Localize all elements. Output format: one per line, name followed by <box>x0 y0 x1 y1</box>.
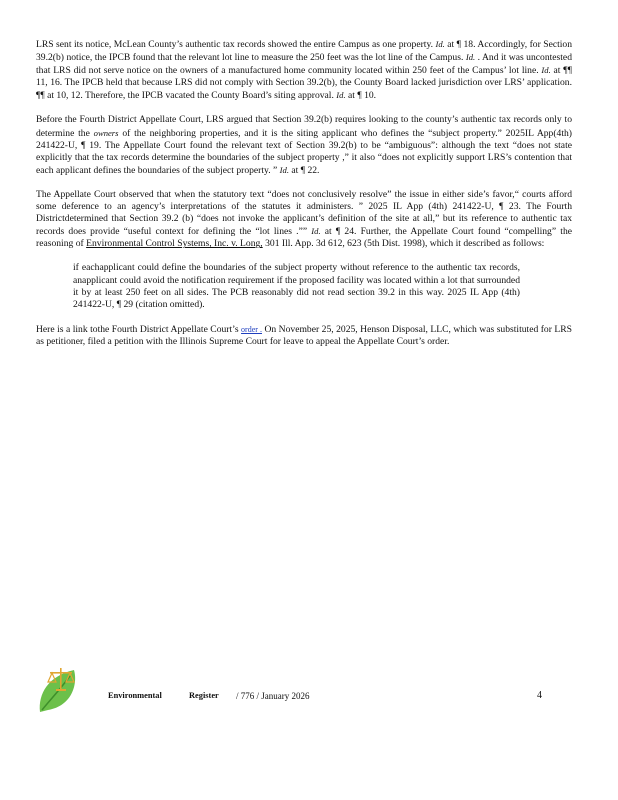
case-citation: Environmental Control Systems, Inc. v. Long, <box>86 238 263 250</box>
paragraph-4-text-a: Here is a link tothe Fourth District Appellate Court’s <box>36 323 239 335</box>
paragraph-2-text-b: of the neighboring properties, and it is the siting applicant who defines the “subject property.” 2025IL App(4th) 241422-U, ¶ 19. The Appellate Court found the relevant text of Section 39.2(b) to be “ambiguous”: although the text “does not state explicitly that the tax records determine the boundaries of the subject property ,” it also “does not explicitly support LRS’s contention that each applicant defines the boundaries of the subject property. ” <box>36 127 572 176</box>
id-citation: Id. <box>279 164 289 175</box>
issue-info: / 776 / January 2026 <box>236 691 310 701</box>
id-citation: Id. <box>465 52 476 63</box>
paragraph-4 <box>36 324 572 348</box>
paragraph-3 <box>36 189 572 250</box>
id-citation: Id. <box>541 65 551 76</box>
paragraph-2 <box>36 114 572 176</box>
leaf-scales-icon <box>34 664 86 716</box>
paragraph-2-text-c: at ¶ 22. <box>291 164 320 176</box>
paragraph-4-text-b: On November 25, 2025, Henson Disposal, LLC, which was substituted for LRS as petitioner, filed a petition with the Illinois Supreme Court for leave to appeal the Appellate Court’s order. <box>36 323 572 347</box>
page-number: 4 <box>537 690 542 701</box>
paragraph-3-text-a: The Appellate Court observed that when the statutory text “does not conclusively resolve” the issue in either side’s favor,“ courts afford some deference to an agency’s interpretations of the statutes it administers. ” 2025 IL App (4th) 241422-U, ¶ 23. The Fourth Districtdetermined that Section 39.2 (b) “does not invoke the applicant’s definition of the site at all,” but its reference to authentic tax records does provide “useful context for defining the “lot lines .”” <box>36 188 572 238</box>
paragraph-1-text-e: at ¶ 10. <box>348 90 377 102</box>
order-link[interactable]: order . <box>241 324 262 334</box>
owners-emphasis: owners <box>93 127 119 138</box>
id-citation: Id. <box>435 39 445 49</box>
block-quote: if eachapplicant could define the boundaries of the subject property without reference to the authentic tax records, anapplicant could avoid the notification requirement if the proposed facility was located within a lot that surrounded it by at least 250 feet on all sides. The PCB reasonably did not read section 39.2 in this way. 2025 IL App (4th) 241422-U, ¶ 29 (citation omitted). <box>73 262 520 310</box>
id-citation: Id. <box>311 226 321 237</box>
paragraph-3-text-c: 301 Ill. App. 3d 612, 623 (5th Dist. 1998), which it described as follows: <box>265 238 545 250</box>
page-footer <box>34 664 574 720</box>
paragraph-1 <box>36 38 572 102</box>
id-citation: Id. <box>336 90 346 101</box>
paragraph-3-text-b: at ¶ 24. Further, the Appellate Court found “compelling” the reasoning of <box>36 226 572 250</box>
paragraph-1-text-d: at ¶¶ 11, 16. The IPCB held that because LRS did not comply with Section 39.2(b), the County Board lacked jurisdiction over LRS’ application. ¶¶ at 10, 12. Therefore, the IPCB vacated the County Board’s siting approval. <box>36 65 572 102</box>
paragraph-2-text-a: Before the Fourth District Appellate Court, LRS argued that Section 39.2(b) requires looking to the county’s authentic tax records only to determine the <box>36 114 572 139</box>
publication-name: Environmental <box>108 691 162 700</box>
paragraph-1-text-c: . And it was uncontested that LRS did not serve notice on the owners of a manufactured home community located within 250 feet of the Campus’ lot line. <box>36 52 572 77</box>
paragraph-1-text-b: at ¶ 18. Accordingly, for Section 39.2(b) notice, the IPCB found that the relevant lot line to measure the 250 feet was the lot line of the Campus. <box>36 39 573 64</box>
paragraph-1-text-a: LRS sent its notice, McLean County’s authentic tax records showed the entire Campus as one property. <box>36 39 434 50</box>
page-body <box>36 38 572 360</box>
publication-name: Register <box>189 691 219 700</box>
